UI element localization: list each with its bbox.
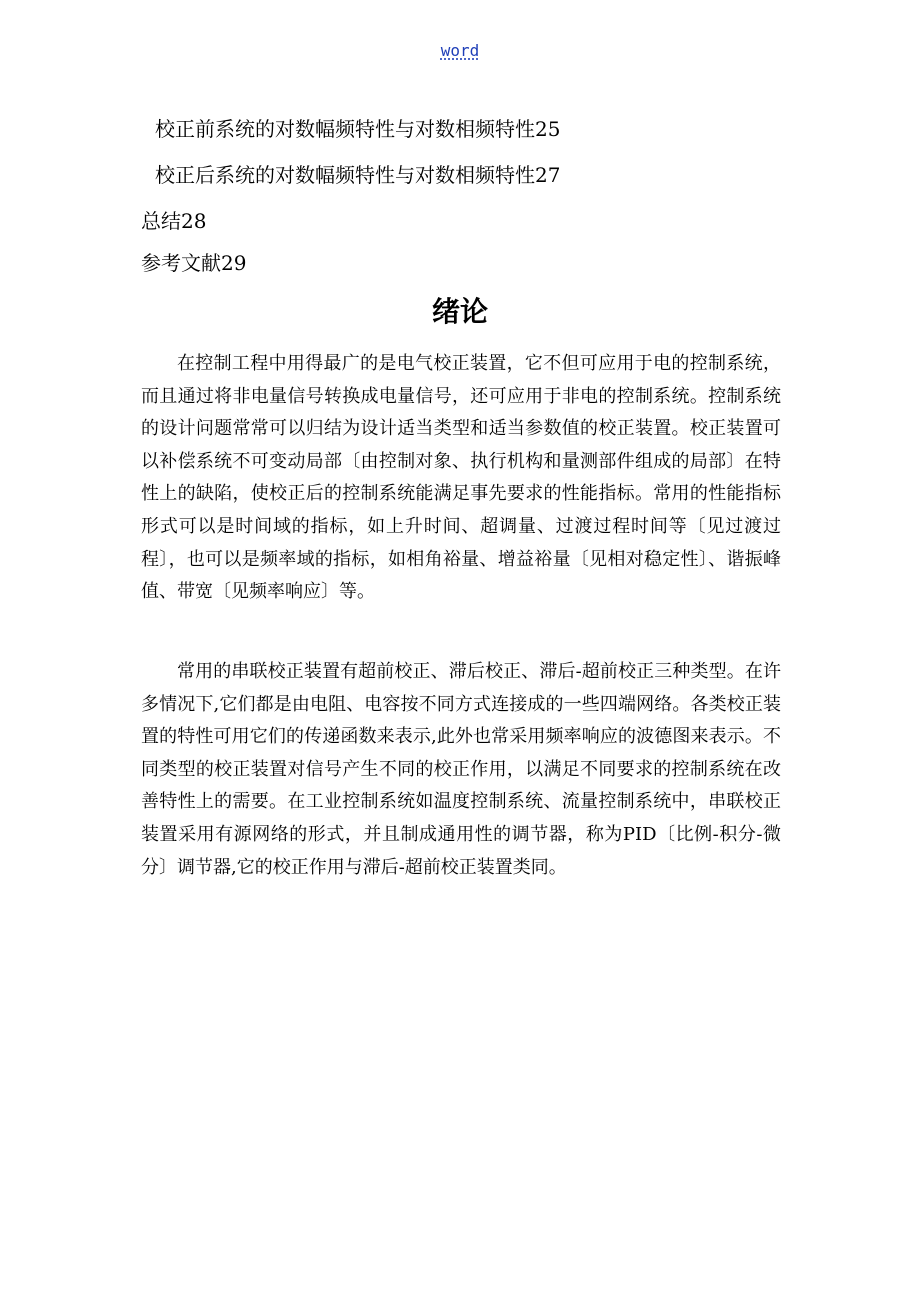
page-header [0,40,920,62]
paragraph-intro: 在控制工程中用得最广的是电气校正装置，它不但可应用于电的控制系统，而且通过将非电量信号转换成电量信号，还可应用于非电的控制系统。控制系统的设计问题常常可以归结为设计适当类型和适当参数值的校正装置。校正装置可以补偿系统不可变动局部〔由控制对象、执行机构和量测部件组成的局部〕在特性上的缺陷，使校正后的控制系统能满足事先要求的性能指标。常用的性能指标形式可以是时间域的指标，如上升时间、超调量、过渡过程时间等〔见过渡过程〕，也可以是频率域的指标，如相角裕量、增益裕量〔见相对稳定性〕、谐振峰值、带宽〔见频率响应〕等。 [141,353,781,603]
paragraph-series-correction: 常用的串联校正装置有超前校正、滞后校正、滞后-超前校正三种类型。在许多情况下,它们都是由电阻、电容按不同方式连接成的一些四端网络。各类校正装置的特性可用它们的传递函数来表示,此外也常采用频率响应的波德图来表示。不同类型的校正装置对信号产生不同的校正作用，以满足不同要求的控制系统在改善特性上的需要。在工业控制系统如温度控制系统、流量控制系统中，串联校正装置采用有源网络的形式，并且制成通用性的调节器，称为PID〔比例-积分-微分〕调节器,它的校正作用与滞后-超前校正装置类同。 [141,661,781,878]
toc-item-references[interactable]: 参考文献29 [141,251,247,275]
section-title: 绪论 [431,295,488,328]
toc-item-after-correction[interactable]: 校正后系统的对数幅频特性与对数相频特性27 [155,163,561,187]
toc-item-before-correction[interactable]: 校正前系统的对数幅频特性与对数相频特性25 [155,117,561,141]
word-link[interactable]: word [440,41,480,60]
toc-item-summary[interactable]: 总结28 [141,209,207,233]
